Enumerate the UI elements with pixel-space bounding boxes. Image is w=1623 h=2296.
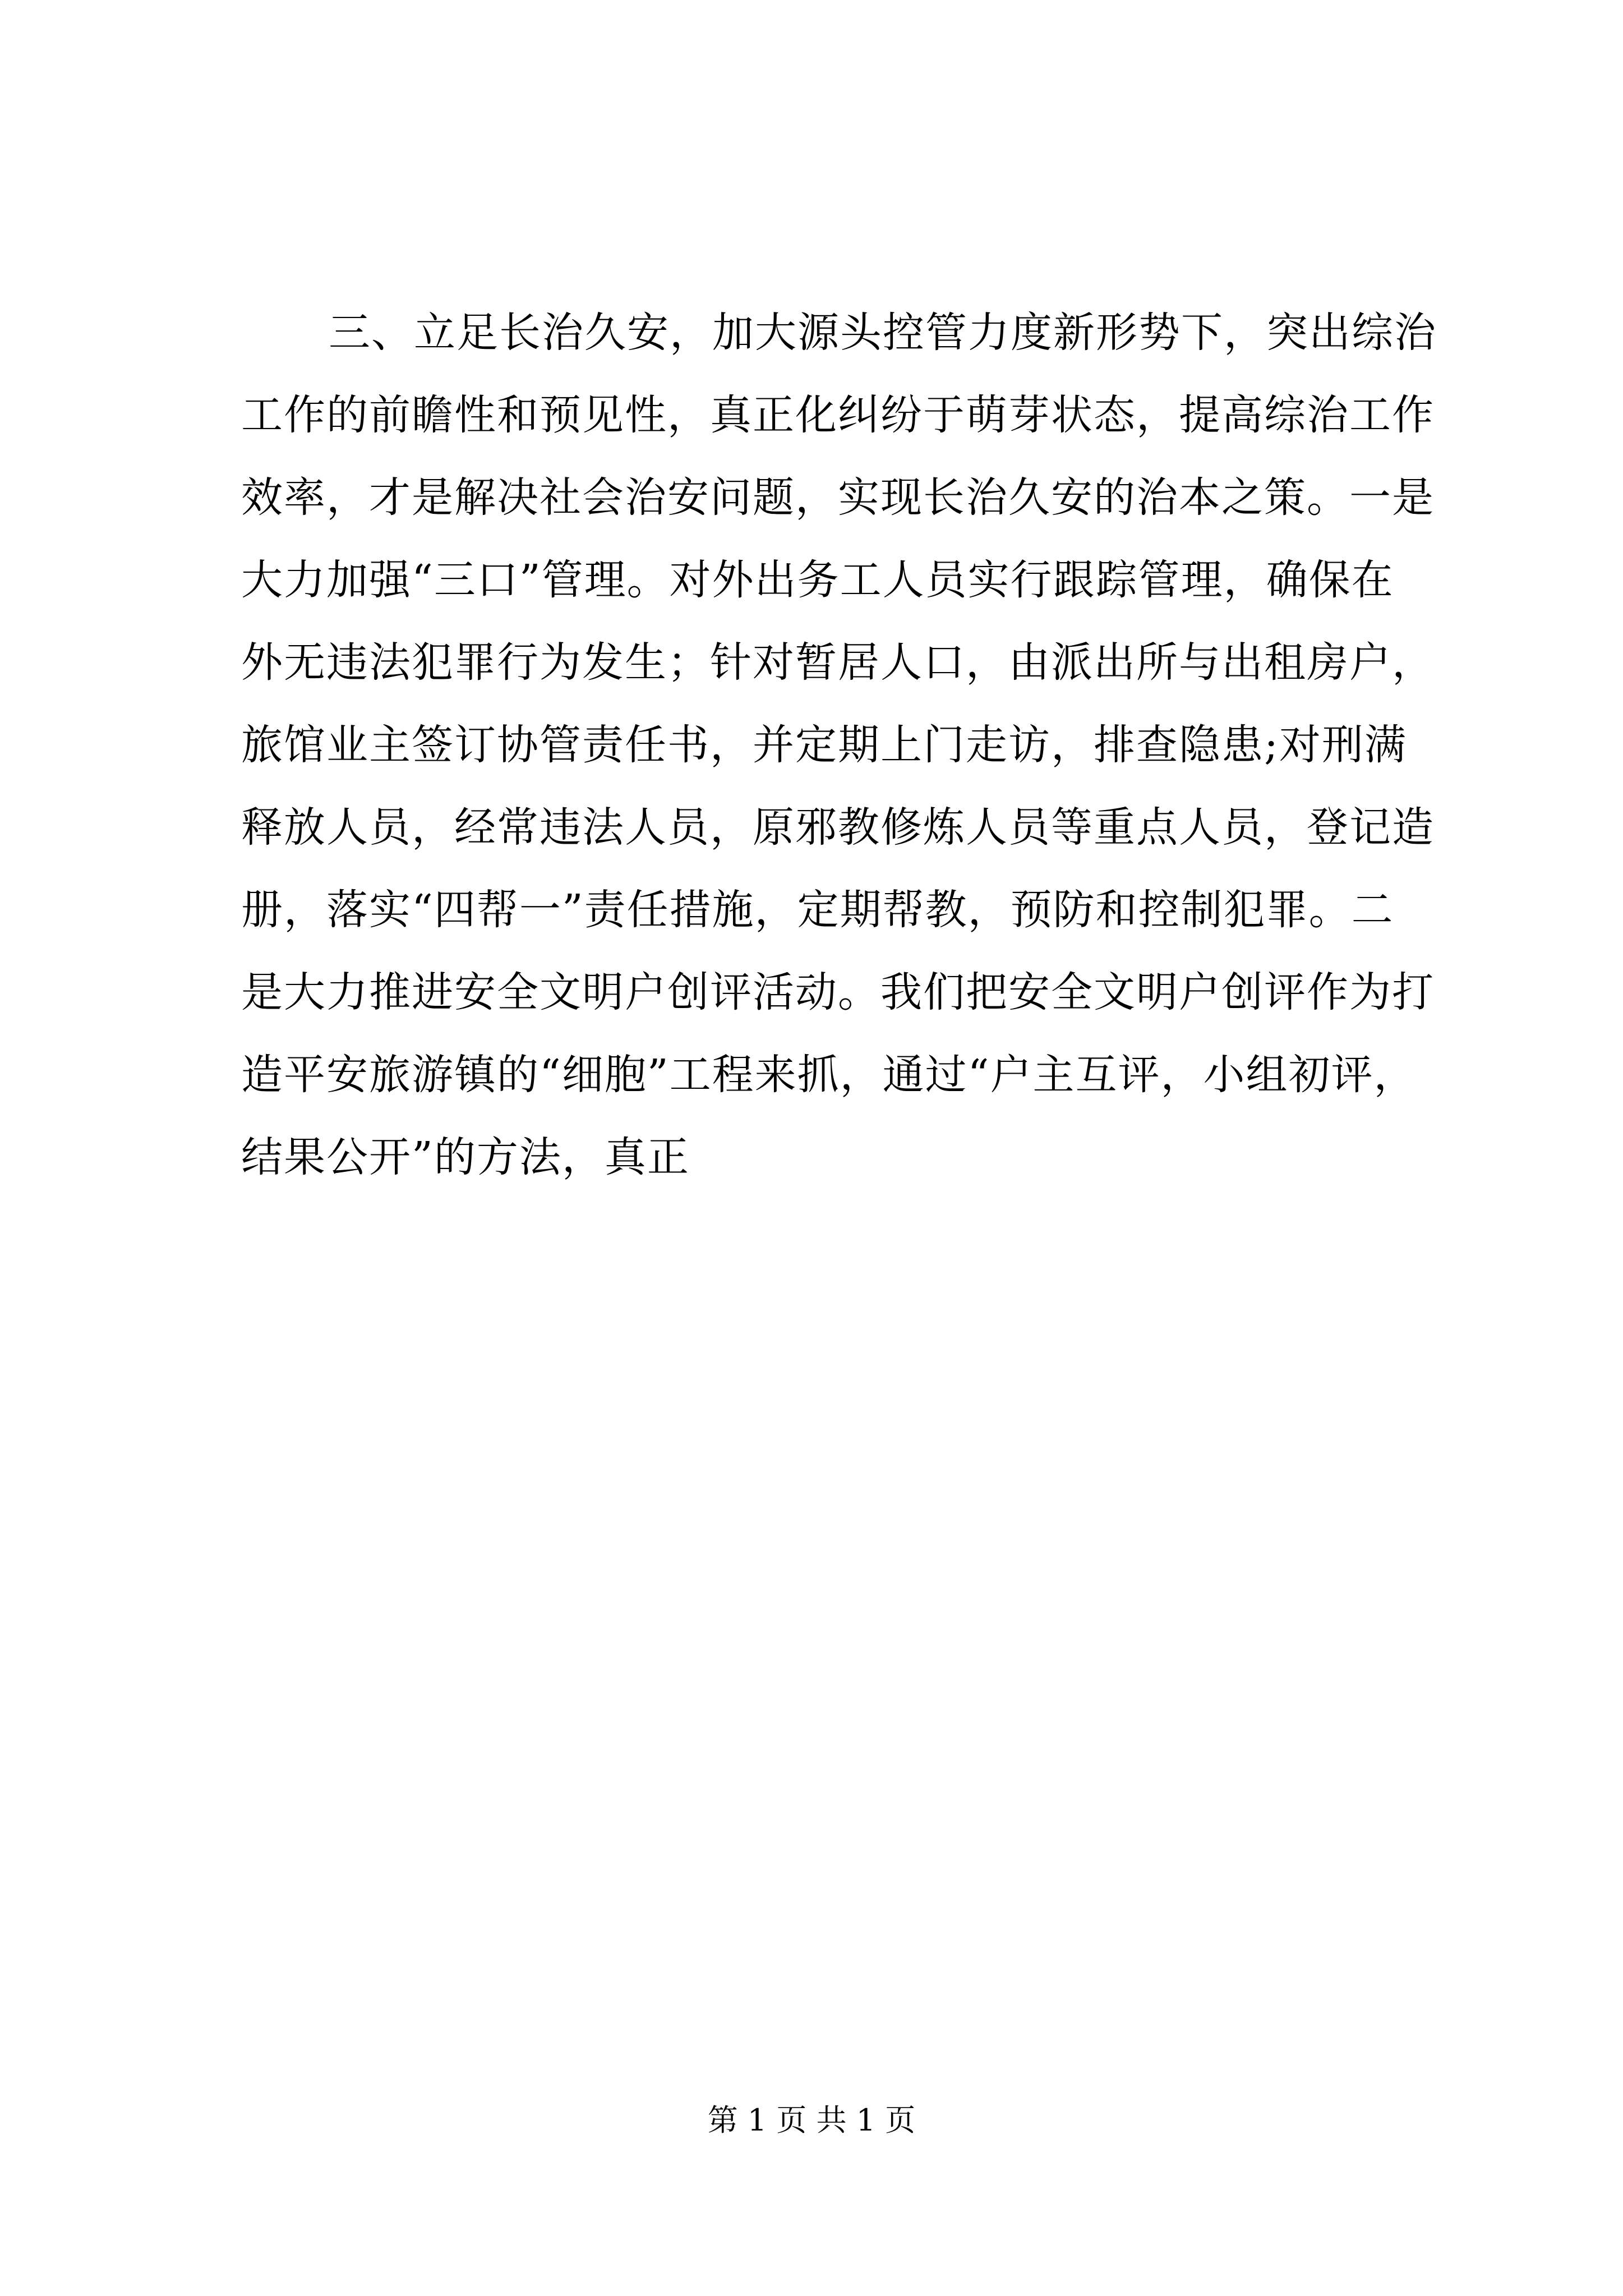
paragraph-line: 三、立足长治久安，加大源头控管力度新形势下，突出综治 [329, 309, 1437, 357]
paragraph-line: 是大力推进安全文明户创评活动。我们把安全文明户创评作为打 [241, 968, 1435, 1016]
paragraph-line: 工作的前瞻性和预见性，真正化纠纷于萌芽状态，提高综治工作 [241, 391, 1435, 439]
paragraph-line: 造平安旅游镇的“细胞”工程来抓，通过“户主互评，小组初评， [241, 1051, 1417, 1099]
paragraph-line: 册，落实“四帮一”责任措施，定期帮教，预防和控制犯罪。二 [241, 886, 1394, 934]
paragraph-line: 释放人员，经常违法人员，原邪教修炼人员等重点人员，登记造 [241, 803, 1435, 852]
paragraph-line: 旅馆业主签订协管责任书，并定期上门走访，排查隐患;对刑满 [241, 721, 1407, 769]
paragraph-line: 效率，才是解决社会治安问题，实现长治久安的治本之策。一是 [241, 473, 1435, 522]
paragraph-line: 结果公开”的方法，真正 [241, 1133, 690, 1181]
paragraph-line: 外无违法犯罪行为发生；针对暂居人口，由派出所与出租房户， [241, 638, 1435, 687]
body-paragraph [241, 292, 1437, 1199]
paragraph-line: 大力加强“三口”管理。对外出务工人员实行跟踪管理，确保在 [241, 556, 1394, 604]
page-number-footer: 第 1 页 共 1 页 [707, 2102, 916, 2138]
